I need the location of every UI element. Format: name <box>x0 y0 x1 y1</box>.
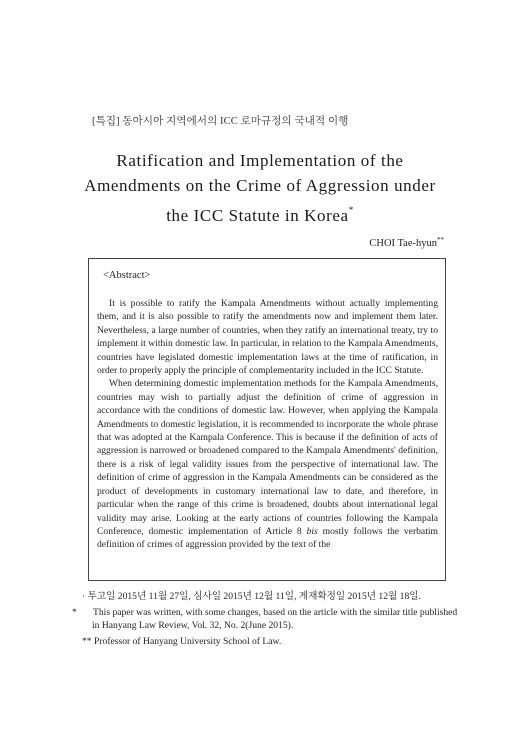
abstract-paragraph-2-part-b: mostly follows the verbatim definition of crimes of aggression provided by the text of the <box>97 525 438 551</box>
author-text: CHOI Tae-hyun <box>369 238 437 249</box>
abstract-body <box>97 297 438 552</box>
title-line-1: Ratification and Implementation of the <box>116 151 404 170</box>
footnote-star-mark: * <box>72 606 77 618</box>
abstract-paragraph-2-italic: bis <box>306 525 318 537</box>
title-footnote-mark: * <box>348 205 354 215</box>
author-footnote-mark: ** <box>437 236 444 244</box>
title-line-2: Amendments on the Crime of Aggression under <box>84 176 436 195</box>
footnote-double-star-mark: ** <box>82 635 92 647</box>
series-label: [특집] 동아시아 지역에서의 ICC 로마규정의 국내적 이행 <box>92 116 349 127</box>
footnote-double-star <box>82 635 462 649</box>
footnote-dates: · 투고일 2015년 11월 27일, 심사일 2015년 12월 11일, 게재확정일 2015년 12월 18일. <box>82 591 421 602</box>
footnote-double-star-text: Professor of Hanyang University School of Law. <box>94 635 282 647</box>
abstract-box <box>88 258 446 581</box>
author-name <box>369 236 444 249</box>
title-line-3-text: the ICC Statute in Korea <box>166 206 349 225</box>
footnote-star-text: This paper was written, with some changes, based on the article with the similar title published in Hanyang Law Review, Vol. 32, No. 2(June 2015). <box>92 606 458 632</box>
paper-title <box>60 148 460 228</box>
abstract-paragraph-1: It is possible to ratify the Kampala Amendments without actually implementing them, and it is also possible to ratify the amendments now and implement them later. Nevertheless, a large number of countries, when they ratify an international treaty, try to implement it within domestic law. In particular, in relation to the Kampala Amendments, countries have legislated domestic implementation laws at the time of ratification, in order to properly apply the principle of complementarity included in the ICC Statute. <box>97 298 438 377</box>
abstract-paragraph-2 <box>97 377 438 551</box>
footnotes <box>72 590 462 650</box>
footnote-star <box>72 606 462 633</box>
abstract-heading: <Abstract> <box>103 270 151 281</box>
abstract-paragraph-2-part-a: When determining domestic implementation methods for the Kampala Amendments, countries may wish to partially adjust the definition of crime of aggression in accordance with the conditions of domestic law. However, when applying the Kampala Amendments to domestic legislation, it is recommended to incorporate the whole phrase that was adopted at the Kampala Conference. This is because if the definition of acts of aggression is narrowed or broadened compared to the Kampala Amendments' definition, there is a risk of legal validity issues from the perspective of international law. The definition of crime of aggression in the Kampala Amendments can be considered as the product of developments in customary international law to date, and therefore, in particular when the range of this crime is broadened, doubts about international legal validity may arise. Looking at the early actions of countries following the Kampala Conference, domestic implementation of Article 8 <box>97 378 438 537</box>
title-line-3 <box>60 198 460 228</box>
